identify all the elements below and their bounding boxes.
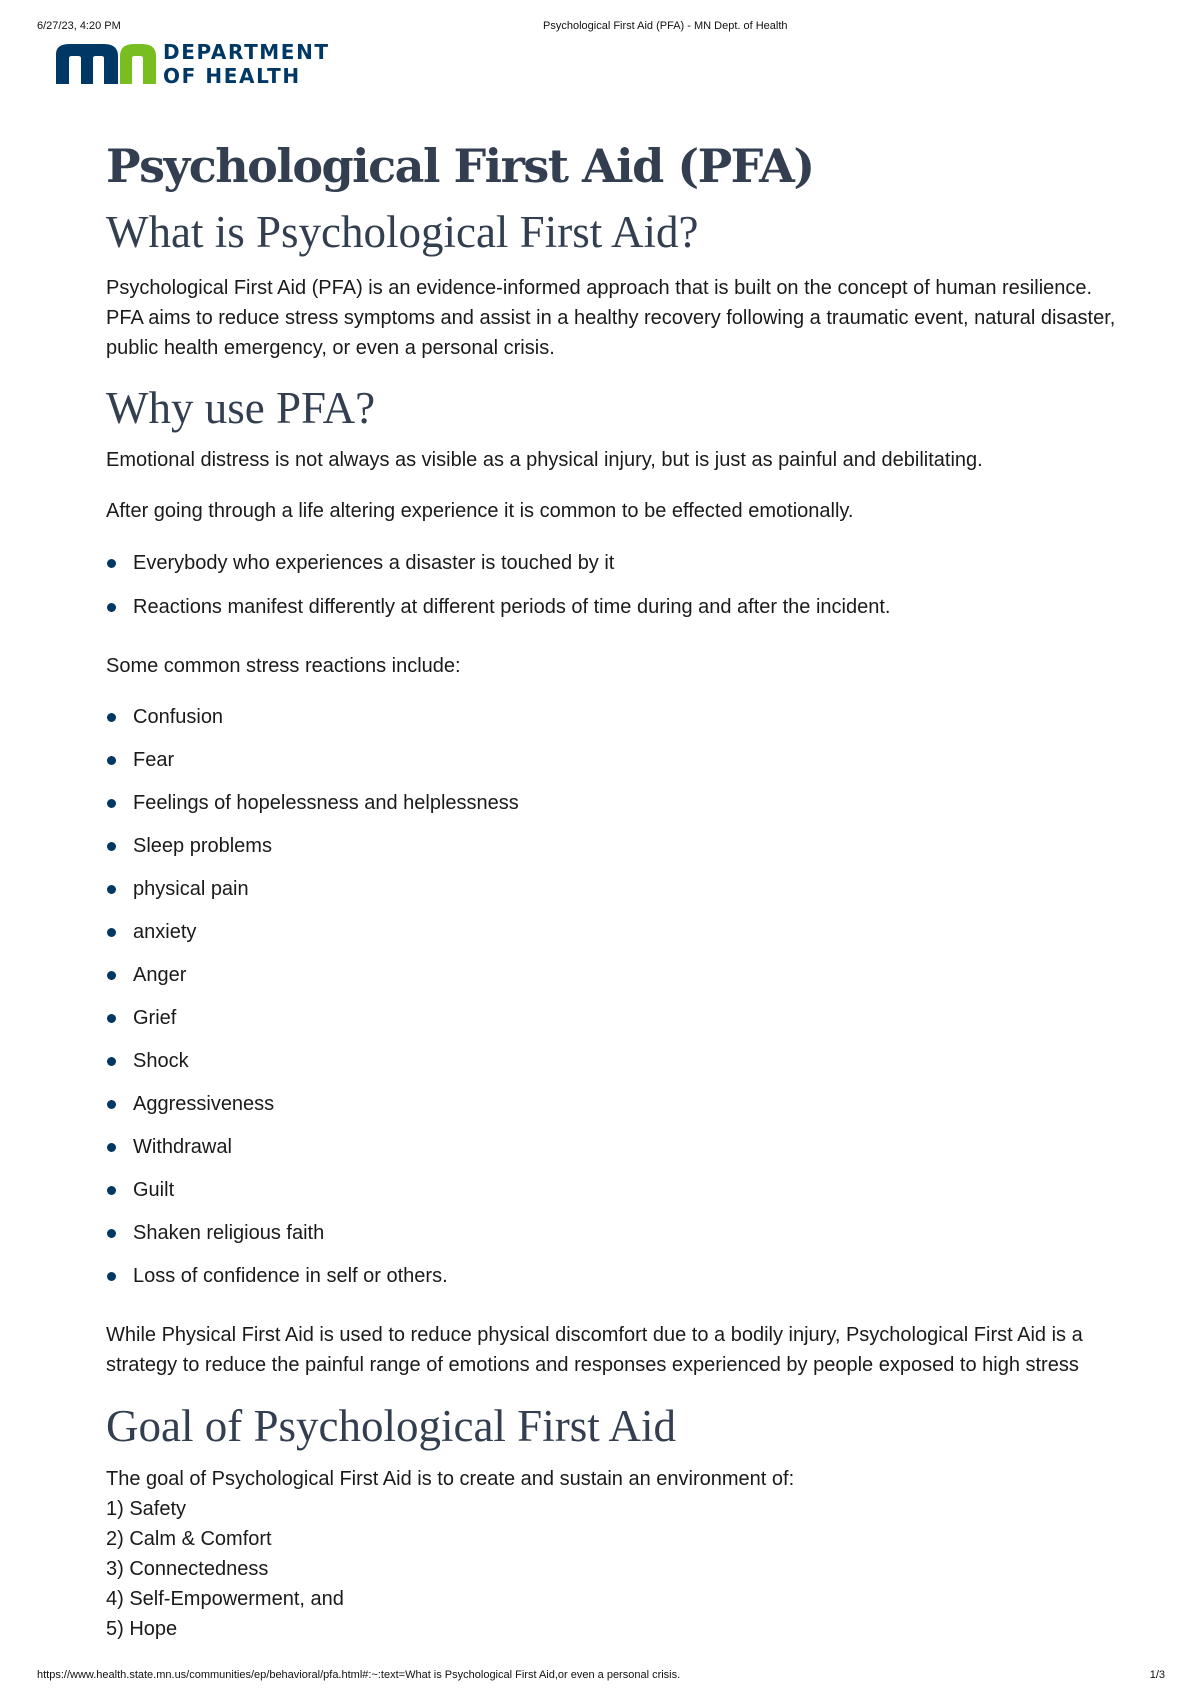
bullet-icon xyxy=(107,1100,116,1109)
list-item-text: Sleep problems xyxy=(133,835,272,857)
bullet-icon xyxy=(107,1229,116,1238)
list-item xyxy=(106,875,1126,903)
heading-why-use-pfa: Why use PFA? xyxy=(106,383,376,433)
list-item xyxy=(106,961,1126,989)
bullet-icon xyxy=(107,885,116,894)
bullet-icon xyxy=(107,559,116,568)
list-item xyxy=(106,703,1126,731)
physical-vs-psychological-paragraph: While Physical First Aid is used to reduce physical discomfort due to a bodily injury, Psychological First Aid is a strategy to reduce the painful range of emotions and responses experienced by people exposed to high stress xyxy=(106,1324,1083,1376)
logo-wordmark xyxy=(163,40,330,88)
logo-line-1: DEPARTMENT xyxy=(163,40,330,64)
list-item-text: Everybody who experiences a disaster is touched by it xyxy=(133,552,615,574)
list-item xyxy=(106,746,1126,774)
mdh-logo[interactable] xyxy=(56,40,346,88)
bullet-icon xyxy=(107,842,116,851)
bullet-icon xyxy=(107,713,116,722)
list-item xyxy=(106,918,1126,946)
list-item-text: Grief xyxy=(133,1007,177,1029)
list-item-text: Confusion xyxy=(133,706,224,728)
goal-list xyxy=(106,1494,1126,1644)
list-item-text: Fear xyxy=(133,749,175,771)
bullet-icon xyxy=(107,799,116,808)
logo-line-2: OF HEALTH xyxy=(163,64,301,88)
bullet-icon xyxy=(107,1057,116,1066)
stress-reactions-list xyxy=(106,703,1126,1290)
bullet-icon xyxy=(107,1014,116,1023)
disaster-bullet-list xyxy=(106,549,1126,621)
list-item xyxy=(106,1004,1126,1032)
print-footer xyxy=(0,1669,1200,1685)
heading-what-is-pfa: What is Psychological First Aid? xyxy=(106,207,699,257)
heading-goal-of-pfa: Goal of Psychological First Aid xyxy=(106,1401,676,1451)
list-item-text: Anger xyxy=(133,964,187,986)
list-item xyxy=(106,1133,1126,1161)
print-url: https://www.health.state.mn.us/communities/ep/behavioral/pfa.html#:~:text=What is Psychological First Aid,or even a personal crisis. xyxy=(37,1669,681,1681)
mn-logo-icon xyxy=(56,40,156,84)
list-item xyxy=(106,1176,1126,1204)
page-title: Psychological First Aid (PFA) xyxy=(106,139,814,193)
goal-item: 4) Self-Empowerment, and xyxy=(106,1588,344,1610)
list-item-text: Withdrawal xyxy=(133,1136,232,1158)
bullet-icon xyxy=(107,1186,116,1195)
bullet-icon xyxy=(107,1143,116,1152)
list-item xyxy=(106,1219,1126,1247)
list-item-text: Aggressiveness xyxy=(133,1093,275,1115)
list-item-text: physical pain xyxy=(133,878,249,900)
list-item xyxy=(106,549,1126,577)
list-item xyxy=(106,789,1126,817)
list-item-text: Loss of confidence in self or others. xyxy=(133,1265,448,1287)
list-item-text: anxiety xyxy=(133,921,197,943)
list-item-text: Shock xyxy=(133,1050,189,1072)
bullet-icon xyxy=(107,971,116,980)
goal-item: 3) Connectedness xyxy=(106,1558,269,1580)
print-page-title: Psychological First Aid (PFA) - MN Dept. of Health xyxy=(543,20,788,32)
bullet-icon xyxy=(107,1272,116,1281)
bullet-icon xyxy=(107,603,116,612)
list-item xyxy=(106,1262,1126,1290)
print-header xyxy=(0,20,1200,36)
why-paragraph-2: After going through a life altering experience it is common to be effected emotionally. xyxy=(106,500,854,522)
goal-item: 1) Safety xyxy=(106,1498,187,1520)
list-item xyxy=(106,1090,1126,1118)
why-paragraph-1: Emotional distress is not always as visible as a physical injury, but is just as painful and debilitating. xyxy=(106,449,983,471)
common-reactions-intro: Some common stress reactions include: xyxy=(106,655,461,677)
goal-intro: The goal of Psychological First Aid is to create and sustain an environment of: xyxy=(106,1468,795,1490)
print-datetime: 6/27/23, 4:20 PM xyxy=(37,20,121,32)
list-item-text: Reactions manifest differently at different periods of time during and after the incident. xyxy=(133,596,891,618)
page-number: 1/3 xyxy=(1149,1669,1165,1681)
list-item-text: Guilt xyxy=(133,1179,175,1201)
list-item-text: Shaken religious faith xyxy=(133,1222,325,1244)
what-is-pfa-paragraph: Psychological First Aid (PFA) is an evidence-informed approach that is built on the concept of human resilience. PFA aims to reduce stress symptoms and assist in a healthy recovery following a traumatic event, natural disaster, public health emergency, or even a personal crisis. xyxy=(106,277,1116,359)
bullet-icon xyxy=(107,928,116,937)
list-item xyxy=(106,1047,1126,1075)
goal-item: 2) Calm & Comfort xyxy=(106,1528,272,1550)
list-item xyxy=(106,593,1126,621)
list-item xyxy=(106,832,1126,860)
bullet-icon xyxy=(107,756,116,765)
main-content xyxy=(106,132,1126,1644)
list-item-text: Feelings of hopelessness and helplessness xyxy=(133,792,519,814)
goal-item: 5) Hope xyxy=(106,1618,178,1640)
